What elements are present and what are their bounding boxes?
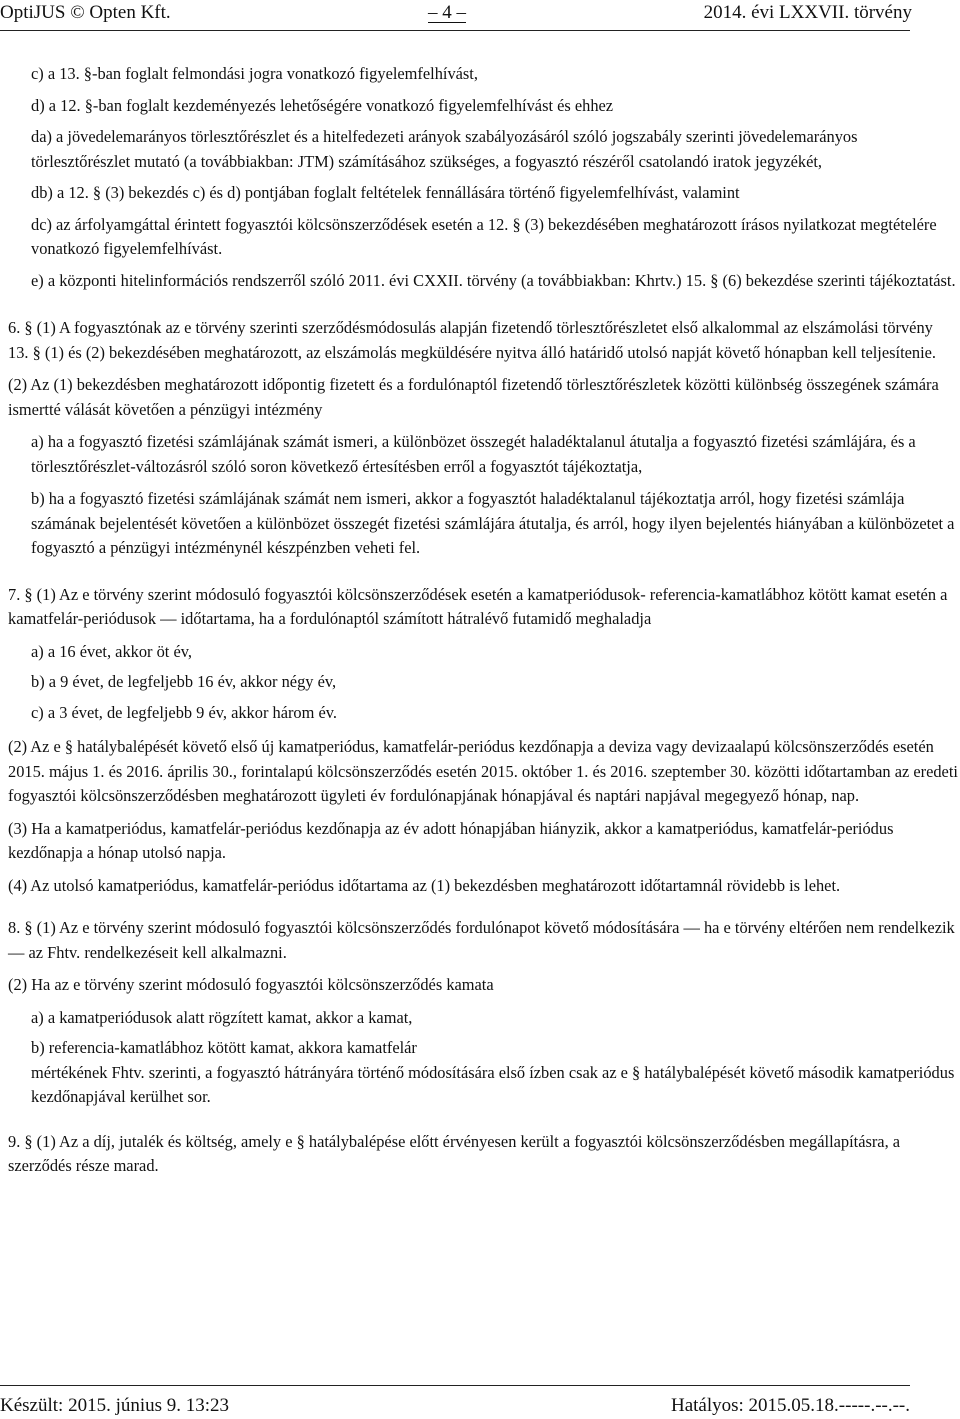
paragraph-e: e) a központi hitelinformációs rendszerről szóló 2011. évi CXXII. törvény (a továbbiakban: Khrtv.) 15. § (6) bekezdése szerinti tájékoztatást. — [31, 270, 956, 290]
section-9-1: 9. § (1) Az a díj, jutalék és költség, amely e § hatálybalépése előtt érvényesen került a fogyasztói kölcsönszerződésben megállapításra, a szerződés része marad. — [8, 1131, 901, 1175]
section-7-3: (3) Ha a kamatperiódus, kamatfelár-periódus kezdőnapja az év adott hónapjában hiányzik, akkor a kamatperiódus, kamatfelár-periódus kezdőnapja a hónap utolsó napja. — [8, 818, 894, 862]
section-6-1: 6. § (1) A fogyasztónak az e törvény szerinti szerződésmódosulás alapján fizetendő törlesztőrészletet első alkalommal az elszámolási törvény 13. § (1) és (2) bekezdésében meghatározott, az elszámolás megküldésére nyitva álló határidő utolsó napját követő hónapban kell teljesítenie. — [8, 318, 937, 362]
section-7-2: (2) Az e § hatálybalépését követő első új kamatperiódus, kamatfelár-periódus kezdőnapja a deviza vagy devizaalapú kölcsönszerződés esetén 2015. május 1. és 2016. április 30., forintalapú kölcsönszerződés esetén 2015. október 1. és 2016. szeptember 30. közötti időtartamban az eredeti fogyasztói kölcsönszerződésben meghatározott ügyleti év fordulónapjának hónapjával és naptári napjával megegyező hónap, nap. — [8, 737, 958, 805]
section-7-1-b: b) a 9 évet, de legfeljebb 16 év, akkor négy év, — [31, 672, 337, 691]
header-divider — [0, 30, 910, 31]
section-7-1-a: a) a 16 évet, akkor öt év, — [31, 641, 192, 661]
section-7-1-c: c) a 3 évet, de legfeljebb 9 év, akkor három év. — [31, 702, 337, 722]
footer-divider — [0, 1385, 910, 1386]
law-title: 2014. évi LXXVII. törvény — [703, 2, 912, 23]
section-8-2-a: a) a kamatperiódusok alatt rögzített kamat, akkor a kamat, — [31, 1007, 413, 1027]
section-7-4: (4) Az utolsó kamatperiódus, kamatfelár-periódus időtartama az (1) bekezdésben meghatározott időtartamnál rövidebb is lehet. — [8, 875, 841, 895]
section-6-2-a: a) ha a fogyasztó fizetési számlájának számát ismeri, a különbözet összegét haladéktalanul átutalja a fogyasztó fizetési számlájára, és a törlesztőrészlet-változásról szóló soron következő értesítésben erről a fogyasztót tájékoztatja, — [31, 432, 916, 476]
page-footer — [0, 1385, 960, 1419]
prepared-date: Készült: 2015. június 9. 13:23 — [0, 1395, 230, 1416]
page-header — [0, 0, 960, 30]
section-6-2-b: b) ha a fogyasztó fizetési számlájának számát nem ismeri, akkor a fogyasztót haladéktalanul tájékoztatja arról, hogy fizetési számlája számának bejelentését követően a különbözet összegét fizetési számlájára átutalja, és arról, hogy ilyen bejelentés hiányában a különbözetet a fogyasztó a pénzügyi intézménynél készpénzben veheti fel. — [31, 489, 955, 557]
section-8-2-b-continuation: mértékének Fhtv. szerinti, a fogyasztó hátrányára történő módosítására első ízben csak az e § hatálybalépését követő második kamatperiódus kezdőnapjával kerülhet sor. — [31, 1062, 955, 1106]
section-8-2: (2) Ha az e törvény szerint módosuló fogyasztói kölcsönszerződés kamata — [8, 975, 494, 994]
paragraph-c: c) a 13. §-ban foglalt felmondási jogra vonatkozó figyelemfelhívást, — [31, 64, 478, 83]
paragraph-db: db) a 12. § (3) bekezdés c) és d) pontjában foglalt feltételek fennállására történő figyelemfelhívást, valamint — [31, 183, 740, 202]
page-number: – 4 – — [428, 2, 466, 23]
section-7-1: 7. § (1) Az e törvény szerint módosuló fogyasztói kölcsönszerződések esetén a kamatperiódusok- referencia-kamatlábhoz kötött kamat esetén a kamatfelár-periódusok — időtartama, ha a fordulónaptól számított hátralévő futamidő meghaladja — [8, 584, 948, 628]
document-body — [0, 62, 960, 1175]
paragraph-da: da) a jövedelemarányos törlesztőrészlet és a hitelfedezeti arányok szabályozásáról szóló jogszabály szerinti jövedelemarányos törlesztőrészlet mutató (a továbbiakban: JTM) számításához szükséges, a fogyasztó részéről csatolandó iratok jegyzékét, — [31, 127, 858, 171]
section-6-2: (2) Az (1) bekezdésben meghatározott időpontig fizetett és a fordulónaptól fizetendő törlesztőrészletek közötti különbség összegének számára ismertté válását követően a pénzügyi intézmény — [8, 375, 939, 419]
effective-date: Hatályos: 2015.05.18.-----.--.--. — [670, 1395, 910, 1416]
section-8-1: 8. § (1) Az e törvény szerint módosuló fogyasztói kölcsönszerződés fordulónapot követő módosítására — ha e törvény eltérően nem rendelkezik — az Fhtv. rendelkezéseit kell alkalmazni. — [8, 918, 955, 962]
paragraph-dc: dc) az árfolyamgáttal érintett fogyasztói kölcsönszerződések esetén a 12. § (3) bekezdésében meghatározott írásos nyilatkozat megtételére vonatkozó figyelemfelhívást. — [31, 214, 937, 258]
section-8-2-b: b) referencia-kamatlábhoz kötött kamat, akkora kamatfelár — [31, 1038, 417, 1057]
publisher-label: OptiJUS © Opten Kft. — [0, 2, 171, 23]
paragraph-d: d) a 12. §-ban foglalt kezdeményezés lehetőségére vonatkozó figyelemfelhívást és ehhez — [31, 95, 614, 115]
